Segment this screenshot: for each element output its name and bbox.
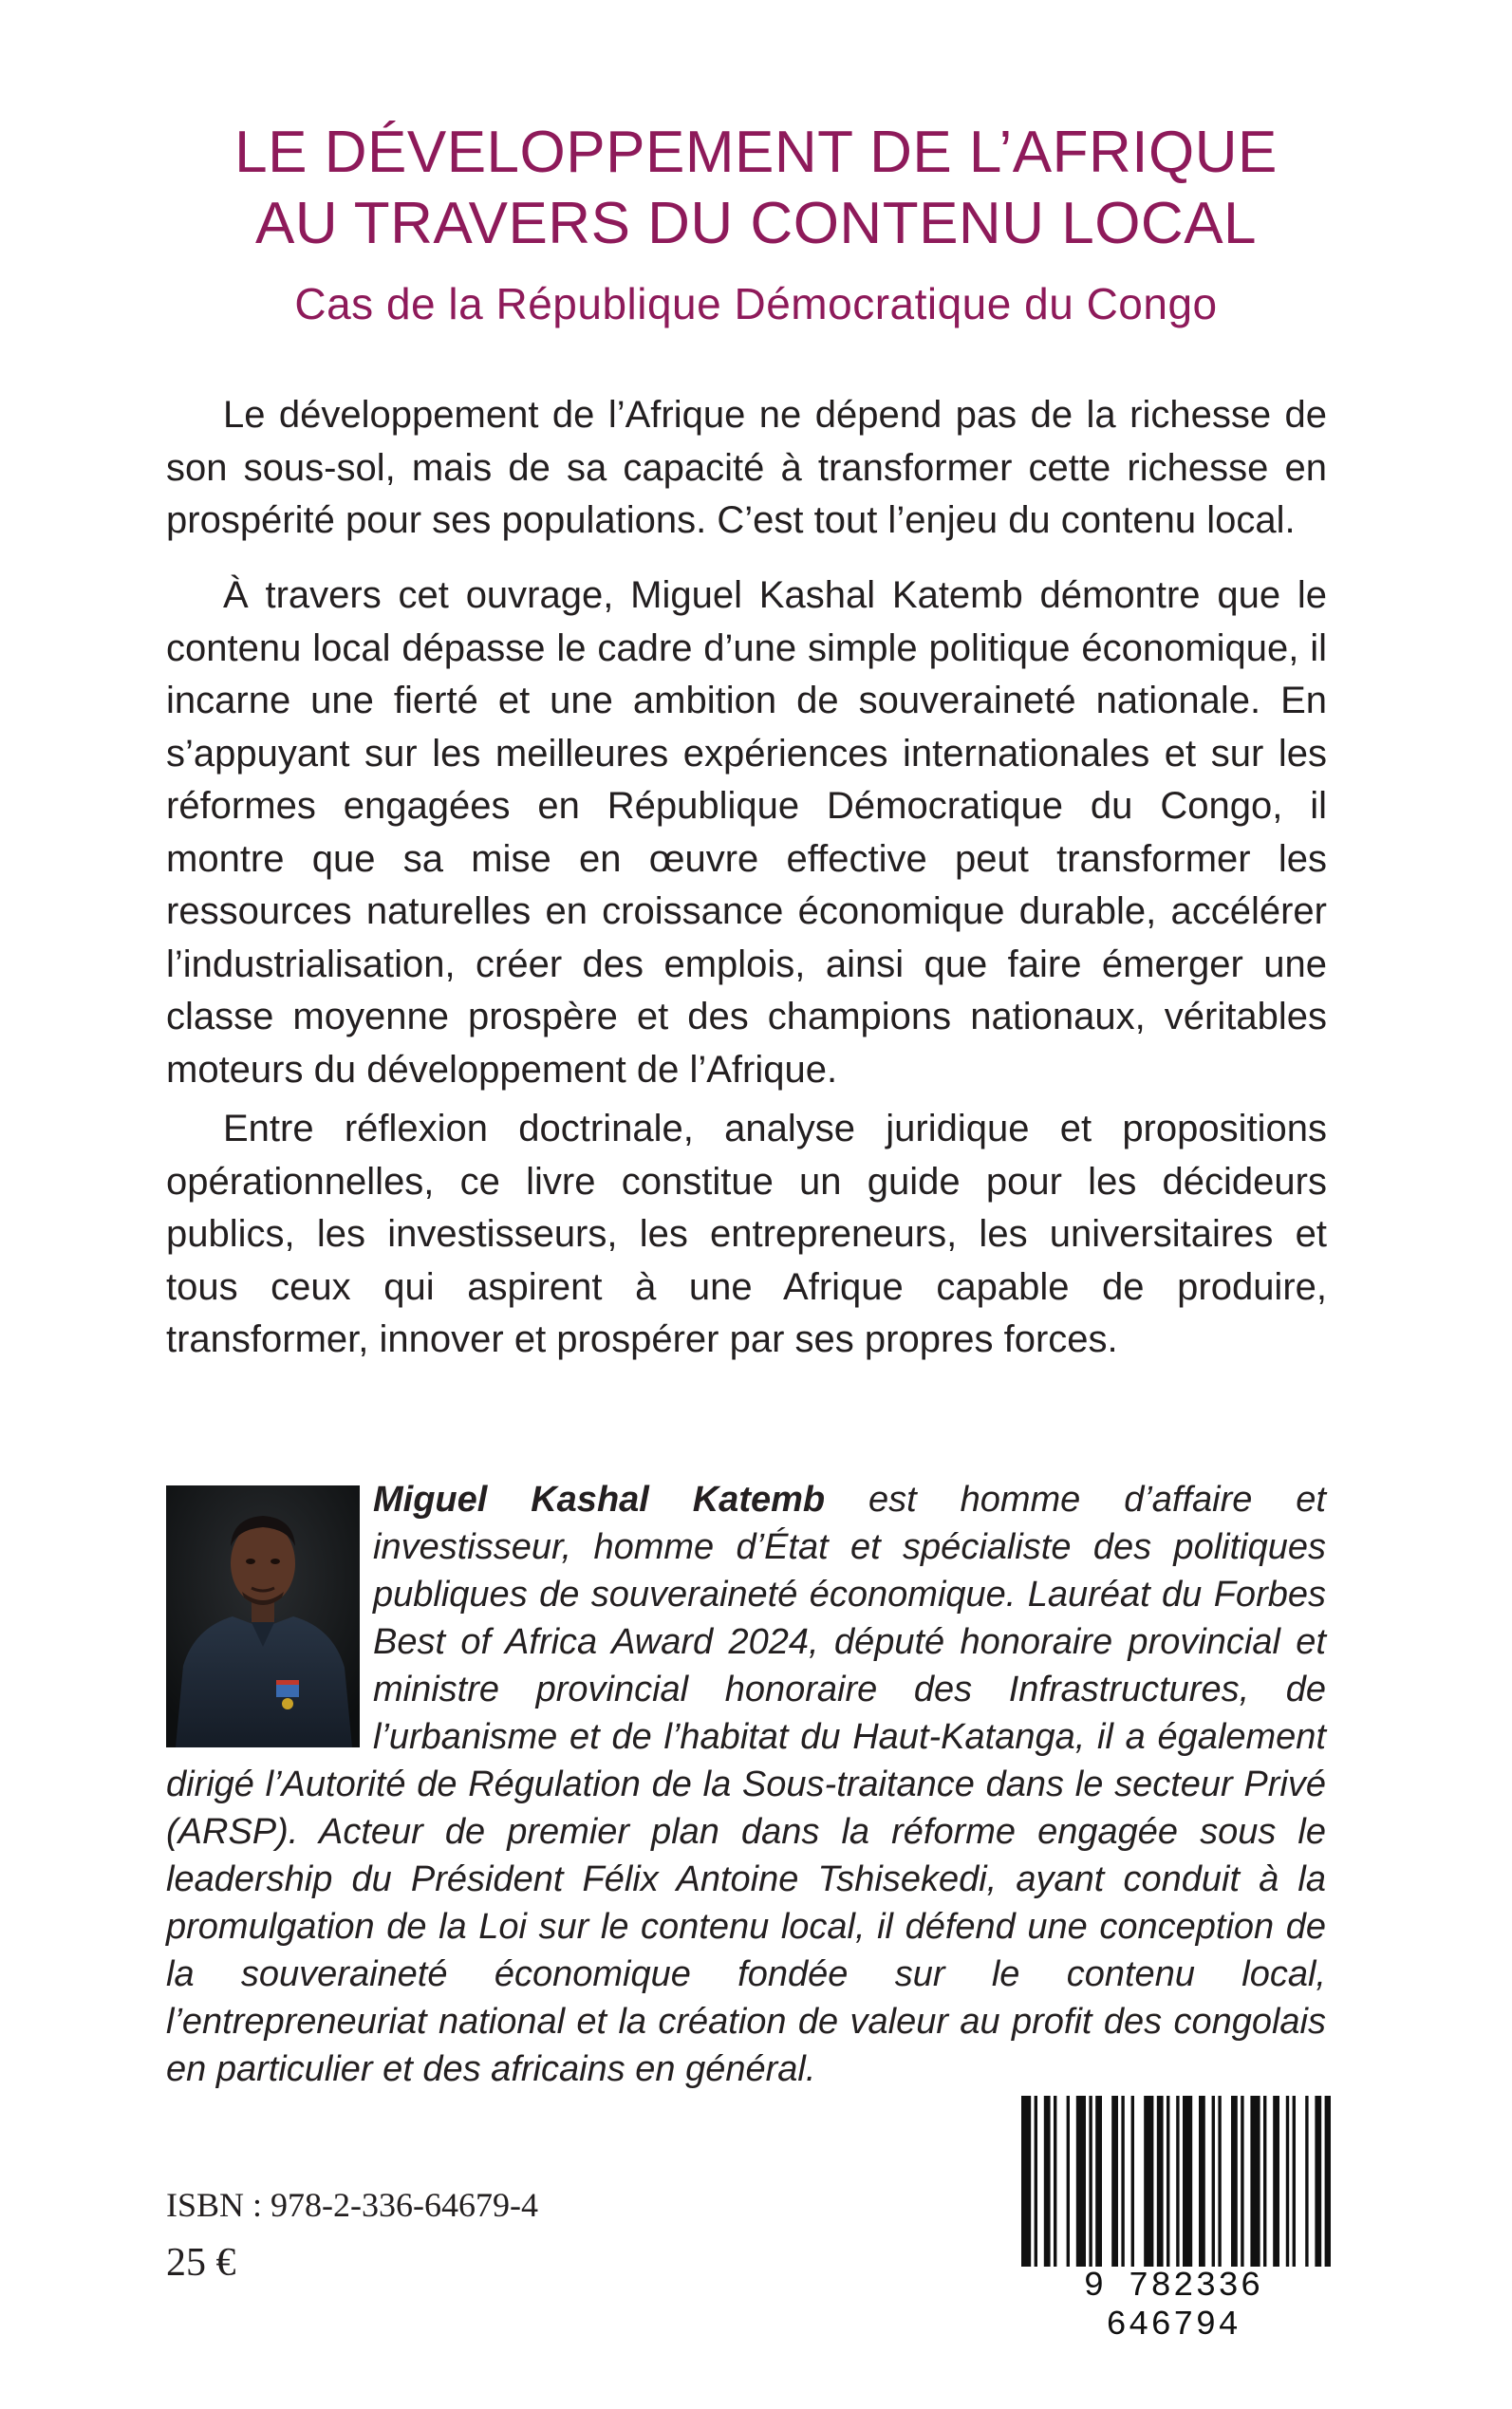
title-line-2: AU TRAVERS DU CONTENU LOCAL	[254, 191, 1258, 256]
subtitle: Cas de la République Démocratique du Congo	[294, 279, 1218, 328]
blurb-paragraph-3	[166, 1103, 1327, 1367]
author-name: Miguel Kashal Katemb	[373, 1480, 826, 1520]
photo-spacer	[166, 1476, 373, 1761]
price: 25 €	[166, 2241, 236, 2285]
blurb-paragraph-2	[166, 570, 1327, 1096]
paragraph-text: Entre réflexion doctrinale, analyse juridique et propositions opérationnelles, ce livre constitue un guide pour les décideurs publics, les investisseurs, les entrepreneurs, les universitaires et tous ceux qui aspirent à une Afrique capable de produire, transformer, innover et prospérer par ses propres forces.	[166, 1108, 1327, 1360]
isbn: ISBN : 978-2-336-64679-4	[166, 2186, 538, 2224]
paragraph-text: Le développement de l’Afrique ne dépend pas de la richesse de son sous-sol, mais de sa capacité à transformer cette richesse en prospérité pour ses populations. C’est tout l’enjeu du contenu local.	[166, 394, 1327, 541]
barcode-digits: 9 782336 646794	[1016, 2267, 1331, 2344]
author-bio-text: est homme d’affaire et investisseur, homme d’État et spécialiste des politiques publiques de souveraineté économique. Lauréat du Forbes Best of Africa Award 2024, député honoraire provincial et ministre provincial honoraire des Infrastructures, de l’urbanisme et de l’habitat du Haut-Katanga, il a également dirigé l’Autorité de Régulation de la Sous-traitance dans le secteur Privé (ARSP). Acteur de premier plan dans la réforme engagée sous le leadership du Président Félix Antoine Tshisekedi, ayant conduit à la promulgation de la Loi sur le contenu local, il défend une conception de la souveraineté économique fondée sur le contenu local, l’entrepreneuriat national et la création de valeur au profit des congolais en particulier et des africains en général.	[166, 1480, 1326, 2089]
author-biography	[166, 1476, 1326, 2093]
blurb-paragraph-1	[166, 389, 1327, 548]
paragraph-text: À travers cet ouvrage, Miguel Kashal Katemb démontre que le contenu local dépasse le cadre d’une simple politique économique, il incarne une fierté et une ambition de souveraineté nationale. En s’appuyant sur les meilleures expériences internationales et sur les réformes engagées en République Démocratique du Congo, il montre que sa mise en œuvre effective peut transformer les ressources naturelles en croissance économique durable, accélérer l’industrialisation, créer des emplois, ainsi que faire émerger une classe moyenne prospère et des champions nationaux, véritables moteurs du développement de l’Afrique.	[166, 574, 1327, 1091]
title-line-1: LE DÉVELOPPEMENT DE L’AFRIQUE	[234, 120, 1278, 185]
